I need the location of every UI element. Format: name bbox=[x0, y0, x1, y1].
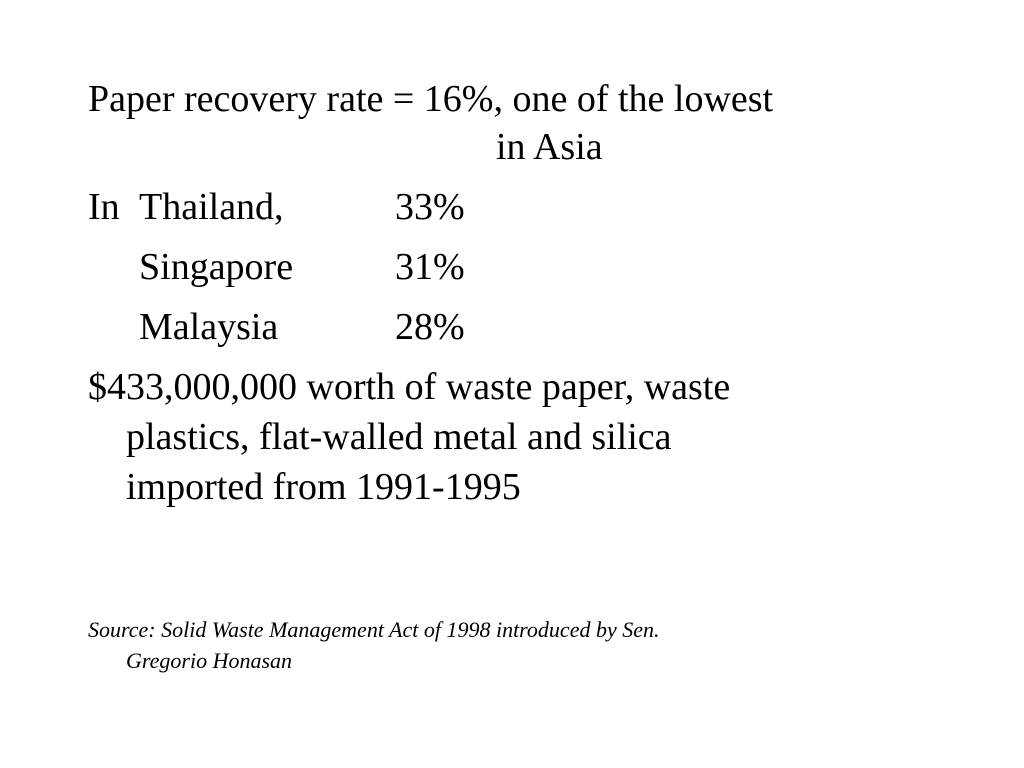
source-citation: Source: Solid Waste Management Act of 1998 introduced by Sen. bbox=[88, 617, 660, 642]
recovery-rate-continuation: in Asia bbox=[496, 126, 603, 168]
country-singapore: Singapore bbox=[139, 246, 294, 288]
recovery-rate-text: Paper recovery rate = 16%, one of the lowest bbox=[88, 78, 774, 120]
rate-singapore: 31% bbox=[395, 246, 465, 288]
imports-text-line3: imported from 1991-1995 bbox=[126, 466, 521, 508]
imports-text-line2: plastics, flat-walled metal and silica bbox=[126, 416, 672, 458]
imports-text: $433,000,000 worth of waste paper, waste bbox=[88, 366, 731, 408]
rate-thailand: 33% bbox=[395, 186, 465, 228]
comparison-intro: In bbox=[88, 186, 120, 228]
rate-malaysia: 28% bbox=[395, 306, 465, 348]
source-citation-line2: Gregorio Honasan bbox=[126, 648, 293, 673]
country-malaysia: Malaysia bbox=[139, 306, 279, 348]
country-thailand: Thailand, bbox=[139, 186, 284, 228]
